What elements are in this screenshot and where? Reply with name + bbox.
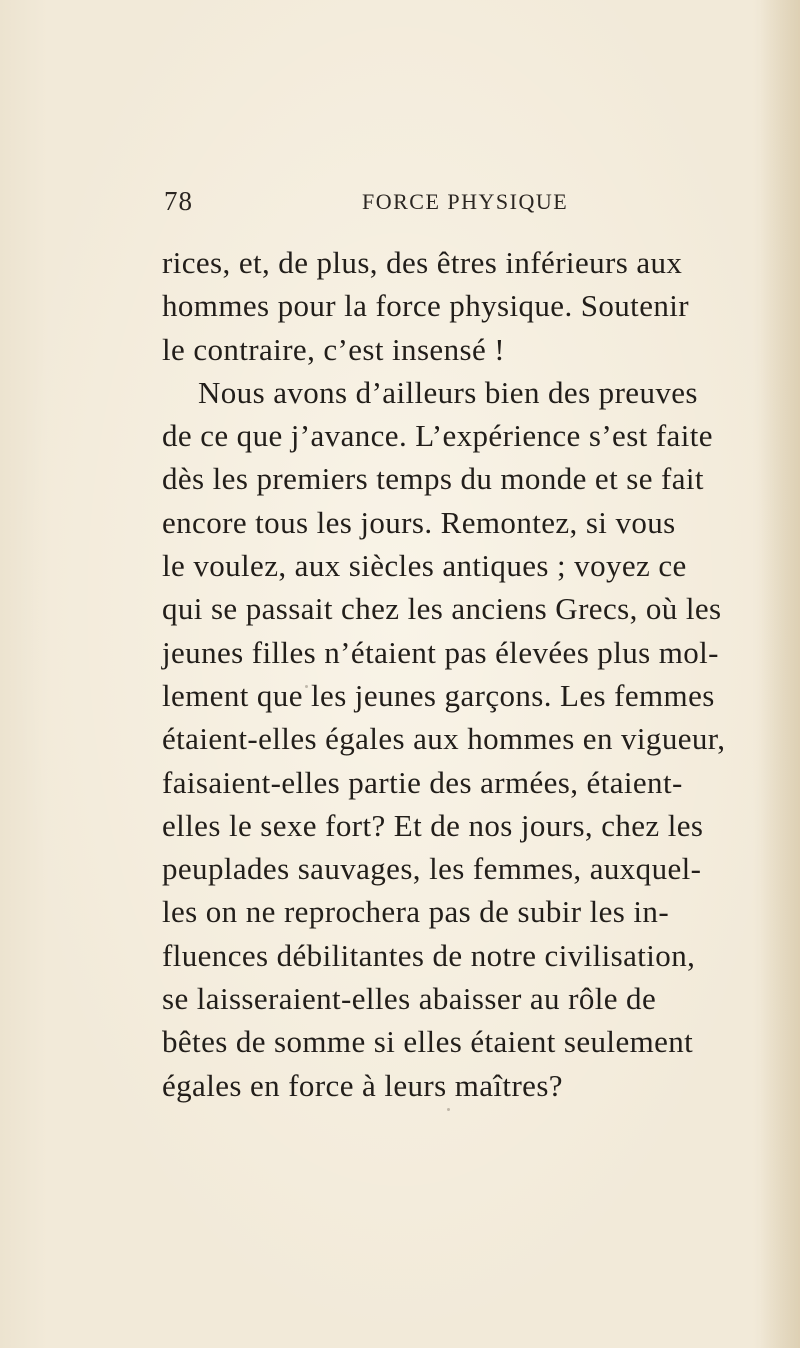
text-line: étaient-elles égales aux hommes en vigueur,: [162, 721, 726, 757]
page-header: [164, 186, 664, 226]
text-line: le voulez, aux siècles antiques ; voyez ce: [162, 548, 687, 584]
text-line: faisaient-elles partie des armées, étaient-: [162, 764, 683, 800]
text-line: rices, et, de plus, des êtres inférieurs aux: [162, 245, 683, 280]
text-line: le contraire, c’est insensé !: [162, 331, 505, 367]
text-line: fluences débilitantes de notre civilisation,: [162, 937, 696, 973]
text-line: lement que les jeunes garçons. Les femmes: [162, 677, 715, 713]
page-edge-shadow: [760, 0, 800, 1348]
running-head: FORCE PHYSIQUE: [362, 189, 569, 214]
text-line: bêtes de somme si elles étaient seulement: [162, 1024, 694, 1060]
paper-speck: [305, 685, 308, 688]
text-line: égales en force à leurs maîtres?: [162, 1067, 563, 1103]
body-text: [162, 241, 728, 1107]
page-number: 78: [164, 186, 193, 216]
text-line: jeunes filles n’étaient pas élevées plus mol-: [162, 634, 719, 670]
text-line: les on ne reprochera pas de subir les in-: [162, 894, 670, 930]
paragraph-start-line: Nous avons d’ailleurs bien des preuves: [198, 374, 698, 410]
text-line: dès les premiers temps du monde et se fait: [162, 461, 704, 497]
text-line: se laisseraient-elles abaisser au rôle de: [162, 981, 657, 1017]
text-line: hommes pour la force physique. Soutenir: [162, 288, 689, 324]
text-line: peuplades sauvages, les femmes, auxquel-: [162, 851, 702, 887]
text-line: de ce que j’avance. L’expérience s’est faite: [162, 418, 713, 454]
paper-speck: [447, 1108, 450, 1111]
text-line: elles le sexe fort? Et de nos jours, chez les: [162, 807, 704, 843]
text-line: encore tous les jours. Remontez, si vous: [162, 504, 676, 540]
text-line: qui se passait chez les anciens Grecs, où les: [162, 591, 722, 627]
